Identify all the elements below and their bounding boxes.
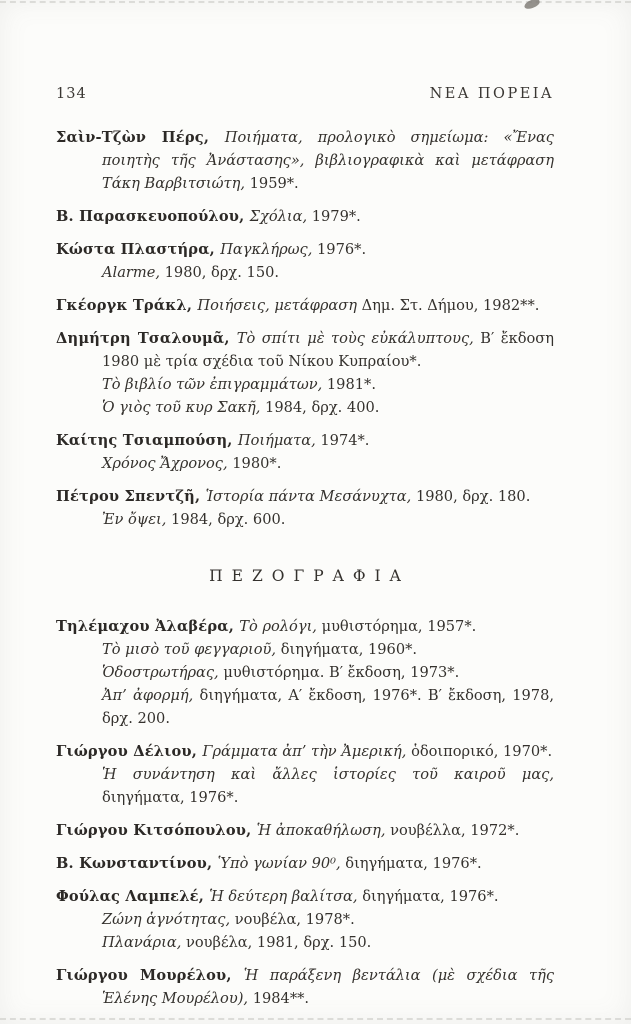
work-details: 1981*. bbox=[326, 376, 376, 393]
work-title: Ἐν ὄψει, bbox=[102, 511, 172, 528]
work-details: Δημ. Στ. Δήμου, 1982**. bbox=[361, 297, 540, 314]
work-details: διηγήματα, Α′ ἔκδοση, 1976*. Β′ ἔκδοση, 1978, δρχ. 200. bbox=[102, 687, 554, 727]
bibliography-entry bbox=[56, 205, 554, 228]
section-heading: ΠΕΖΟΓΡΑΦΙΑ bbox=[209, 567, 410, 585]
work-title: Ἡ παράξενη βεντάλια (μὲ σχέδια τῆς Ἑλένης Μουρέλου), bbox=[102, 967, 554, 1007]
author-name: Τηλέμαχου Ἀλαβέρα, bbox=[56, 618, 240, 635]
bibliography-entry bbox=[56, 238, 554, 284]
entry-main-line bbox=[56, 429, 554, 452]
work-title: Ποιήματα, bbox=[237, 432, 321, 449]
author-name: Γιώργου Μουρέλου, bbox=[56, 967, 244, 984]
work-details: μυθιστόρημα, 1957*. bbox=[321, 618, 477, 635]
work-details: διηγήματα, 1976*. bbox=[102, 789, 239, 806]
author-name: Γιώργου Κιτσόπουλου, bbox=[56, 822, 257, 839]
work-title: Ὑπὸ γωνίαν 90⁰, bbox=[217, 855, 346, 872]
text-block bbox=[56, 86, 554, 1020]
entry-main-line bbox=[56, 885, 554, 908]
author-name: Γκέοργκ Τράκλ, bbox=[56, 297, 198, 314]
bibliography-entry bbox=[56, 740, 554, 809]
work-details: ὁδοιπορικό, 1970*. bbox=[411, 743, 553, 760]
entry-main-line bbox=[56, 294, 554, 317]
entry-main-line bbox=[56, 485, 554, 508]
entry-continuation-line bbox=[56, 931, 554, 954]
work-title: Ἡ συνάντηση καὶ ἄλλες ἱστορίες τοῦ καιροῦ μας, bbox=[102, 766, 554, 783]
work-title: Τὸ βιβλίο τῶν ἐπιγραμμάτων, bbox=[102, 376, 327, 393]
author-name: Φούλας Λαμπελέ, bbox=[56, 888, 210, 905]
entry-continuation-line bbox=[56, 396, 554, 419]
entry-main-line bbox=[56, 819, 554, 842]
entry-continuation-line bbox=[56, 261, 554, 284]
running-title: ΝΕΑ ΠΟΡΕΙΑ bbox=[429, 86, 554, 102]
work-details: 1959*. bbox=[249, 175, 299, 192]
work-details: 1984**. bbox=[252, 990, 310, 1007]
bibliography-entry bbox=[56, 885, 554, 954]
entry-continuation-line bbox=[56, 452, 554, 475]
author-name: Πέτρου Σπεντζῆ, bbox=[56, 488, 206, 505]
bibliography-entry bbox=[56, 294, 554, 317]
work-title: Τὸ ρολόγι, bbox=[239, 618, 322, 635]
entry-main-line bbox=[56, 740, 554, 763]
work-title: Ἡ ἀποκαθήλωση, bbox=[256, 822, 391, 839]
work-title: Ἱστορία πάντα Μεσάνυχτα, bbox=[205, 488, 416, 505]
page-header bbox=[56, 86, 554, 102]
entry-main-line bbox=[56, 615, 554, 638]
work-details: 1980*. bbox=[232, 455, 282, 472]
work-details: νουβέλλα, 1972*. bbox=[390, 822, 520, 839]
entry-continuation-line bbox=[56, 373, 554, 396]
bibliography-entry bbox=[56, 852, 554, 875]
work-details: μυθιστόρημα. Β′ ἔκδοση, 1973*. bbox=[223, 664, 460, 681]
entry-continuation-line bbox=[56, 763, 554, 809]
entry-continuation-line bbox=[56, 684, 554, 730]
work-details: διηγήματα, 1976*. bbox=[345, 855, 482, 872]
work-details: Β′ ἔκδοση 1980 μὲ τρία σχέδια τοῦ Νίκου Κυπραίου*. bbox=[102, 330, 554, 370]
author-name: Κώστα Πλαστήρα, bbox=[56, 241, 221, 258]
work-title: Τὸ μισὸ τοῦ φεγγαριοῦ, bbox=[102, 641, 281, 658]
entry-continuation-line bbox=[56, 908, 554, 931]
work-title: Ὁδοστρωτήρας, bbox=[102, 664, 224, 681]
work-title: Ἡ δεύτερη βαλίτσα, bbox=[209, 888, 363, 905]
entry-main-line bbox=[56, 126, 554, 195]
work-title: Σχόλια, bbox=[249, 208, 312, 225]
work-details: 1974*. bbox=[320, 432, 370, 449]
entry-main-line bbox=[56, 238, 554, 261]
work-details: 1976*. bbox=[317, 241, 367, 258]
work-title: Χρόνος Ἄχρονος, bbox=[102, 455, 233, 472]
author-name: Β. Κωνσταντίνου, bbox=[56, 855, 218, 872]
work-title: Τὸ σπίτι μὲ τοὺς εὐκάλυπτους, bbox=[236, 330, 481, 347]
author-name: Καίτης Τσιαμπούση, bbox=[56, 432, 238, 449]
work-title: Ζώνη ἁγνότητας, bbox=[102, 911, 235, 928]
author-name: Γιώργου Δέλιου, bbox=[56, 743, 203, 760]
work-details: 1984, δρχ. 400. bbox=[265, 399, 380, 416]
work-details: διηγήματα, 1960*. bbox=[280, 641, 418, 658]
bibliography-entry bbox=[56, 327, 554, 419]
entry-main-line bbox=[56, 964, 554, 1010]
bibliography-entry bbox=[56, 819, 554, 842]
bibliography-entry bbox=[56, 126, 554, 195]
work-title: Ποιήματα, προλογικὸ σημείωμα: «Ἔνας ποιητὴς τῆς Ἀνάστασης», βιβλιογραφικὰ καὶ μετάφραση Τάκη Βαρβιτσιώτη, bbox=[102, 129, 554, 192]
work-details: νουβέλα, 1978*. bbox=[234, 911, 355, 928]
entry-main-line bbox=[56, 205, 554, 228]
work-details: διηγήματα, 1976*. bbox=[362, 888, 499, 905]
scan-artifact-smudge bbox=[523, 0, 541, 10]
work-title: Ὁ γιὸς τοῦ κυρ Σακῆ, bbox=[102, 399, 266, 416]
work-details: νουβέλα, 1981, δρχ. 150. bbox=[186, 934, 372, 951]
work-title: Ποιήσεις, μετάφραση bbox=[197, 297, 362, 314]
entry-continuation-line bbox=[56, 508, 554, 531]
work-details: 1980, δρχ. 150. bbox=[164, 264, 280, 281]
work-title: Alarme, bbox=[102, 264, 165, 281]
work-title: Παγκλήρως, bbox=[220, 241, 318, 258]
entry-main-line bbox=[56, 852, 554, 875]
work-title: Γράμματα ἀπ’ τὴν Ἀμερική, bbox=[202, 743, 412, 760]
work-title: Ἀπ’ ἀφορμή, bbox=[102, 687, 200, 704]
author-name: Σαὶν-Τζὼν Πέρς, bbox=[56, 129, 225, 146]
bibliography bbox=[56, 126, 554, 1010]
bibliography-entry bbox=[56, 964, 554, 1010]
author-name: Β. Παρασκευοπούλου, bbox=[56, 208, 250, 225]
work-details: 1979*. bbox=[311, 208, 361, 225]
entry-continuation-line bbox=[56, 638, 554, 661]
author-name: Δημήτρη Τσαλουμᾶ, bbox=[56, 330, 237, 347]
page-number: 134 bbox=[56, 86, 87, 102]
bibliography-entry bbox=[56, 485, 554, 531]
entry-main-line bbox=[56, 327, 554, 373]
work-details: 1984, δρχ. 600. bbox=[171, 511, 286, 528]
entry-continuation-line bbox=[56, 661, 554, 684]
bibliography-entry bbox=[56, 429, 554, 475]
scan-artifact-bottom-line bbox=[0, 1018, 631, 1020]
work-title: Πλανάρια, bbox=[102, 934, 186, 951]
work-details: 1980, δρχ. 180. bbox=[415, 488, 531, 505]
bibliography-entry bbox=[56, 615, 554, 730]
